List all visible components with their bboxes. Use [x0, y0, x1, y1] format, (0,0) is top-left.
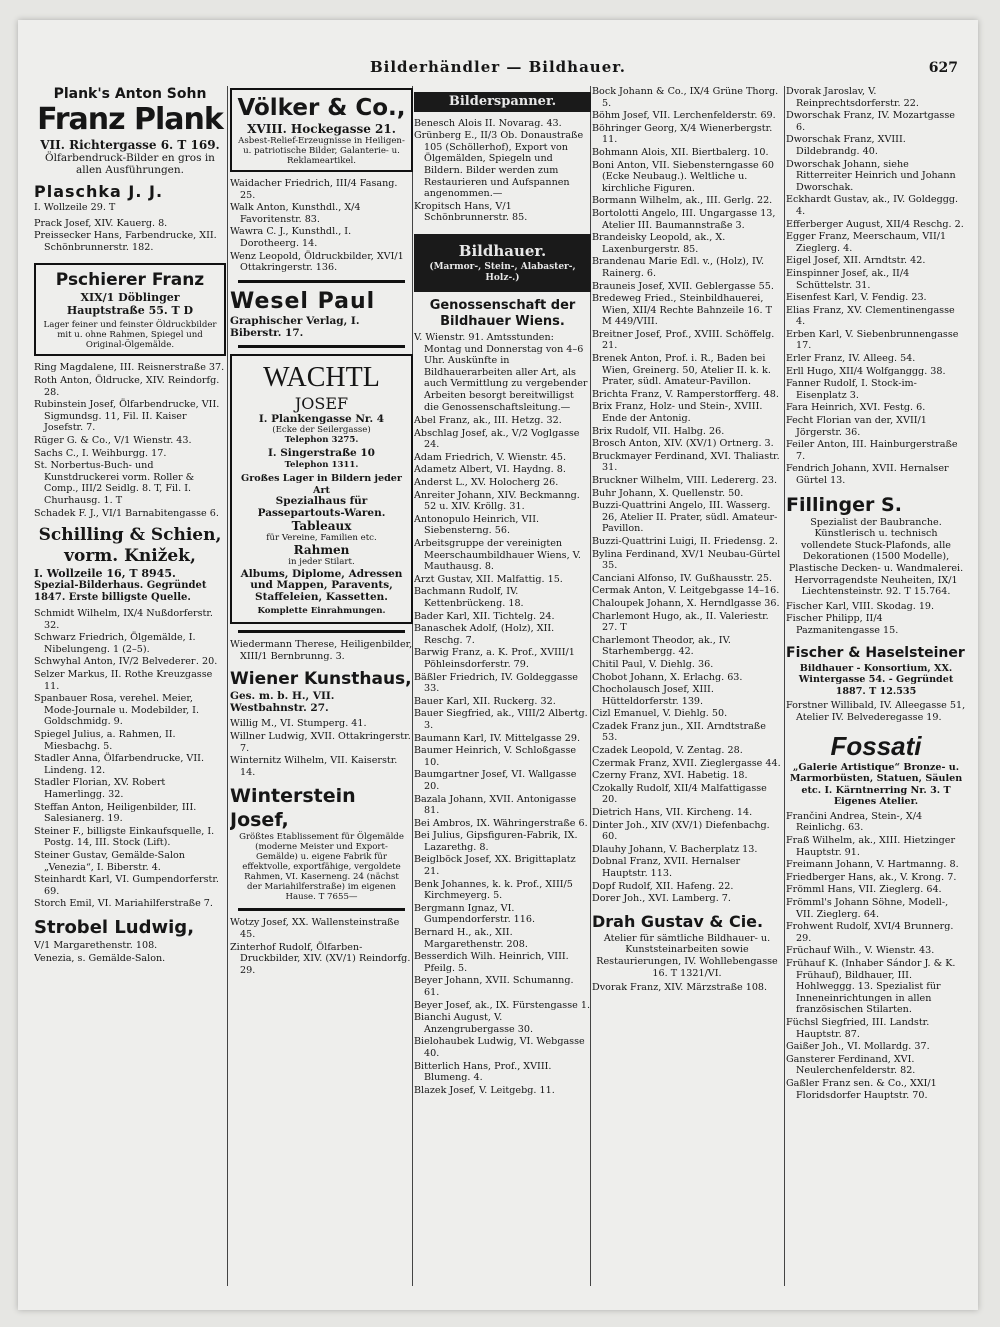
list-item: Bormann Wilhelm, ak., III. Gerlg. 22.: [592, 195, 773, 207]
list-item: Bielohaubek Ludwig, VI. Webgasse 40.: [414, 1036, 585, 1059]
list-item: Czadek Leopold, V. Zentag. 28.: [592, 745, 743, 757]
ad-fillinger-desc: Spezialist der Baubranche. Künstlerisch u. technisch vollendete Stuck-Plafonds, alle Dekorationen (1500 Modelle), Plastische Decken- u. Wandmalerei. Hervorragendste Neuheiten, IX/1 Liechtensteinstr. 92. T 15.764.: [788, 516, 964, 598]
list-item: Dietrich Hans, VII. Kircheng. 14.: [592, 807, 753, 819]
ad-wachtl-addr1b: (Ecke der Seilergasse): [272, 425, 371, 436]
ad-wachtl-l1: Großes Lager in Bildern jeder Art: [241, 472, 402, 496]
list-item: Baumgartner Josef, VI. Wallgasse 20.: [414, 769, 577, 792]
list-item: Spiegel Julius, a. Rahmen, II. Miesbachg. 5.: [34, 729, 176, 752]
list-item: Fischer Philipp, II/4 Pazmanitengasse 15.: [786, 613, 899, 636]
ad-wachtl-addr1: I. Plankengasse Nr. 4: [258, 412, 385, 425]
list-item: Walk Anton, Kunsthdl., X/4 Favoritenstr. 83.: [230, 202, 361, 225]
list-item: Ring Magdalene, III. Reisnerstraße 37.: [34, 362, 225, 374]
list-item: Wiedermann Therese, Heiligenbilder, XIII/1 Bernbrunng. 3.: [230, 639, 413, 662]
list-item: Dlauhy Johann, V. Bacherplatz 13.: [592, 843, 758, 855]
list-item: Dworschak Franz, XVIII. Dildebrandg. 40.: [786, 134, 906, 157]
list-item: Steinhardt Karl, VI. Gumpendorferstr. 69.: [34, 874, 219, 897]
list-item: Brichta Franz, V. Ramperstorfferg. 48.: [592, 388, 779, 400]
list-item: Fanner Rudolf, I. Stock-im-Eisenplatz 3.: [786, 378, 917, 401]
ad-wachtl-tel2: Telephon 1311.: [284, 459, 359, 470]
ad-pschierer: [34, 263, 226, 356]
list-item: Canciani Alfonso, IV. Gußhausstr. 25.: [592, 572, 773, 584]
list-item: Dworschak Franz, IV. Mozartgasse 6.: [786, 110, 955, 133]
list-item: Preissecker Hans, Farbendrucke, XII. Schönbrunnerstr. 182.: [34, 230, 217, 253]
list-item: Bauer Siegfried, ak., VIII/2 Albertg. 3.: [414, 708, 588, 731]
ad-wachtl-l8: Komplette Einrahmungen.: [257, 606, 386, 617]
list-item: Wotzy Josef, XX. Wallensteinstraße 45.: [230, 917, 400, 941]
list-item: Cizl Emanuel, V. Diehlg. 50.: [592, 708, 728, 720]
list-item: Bianchi August, V. Anzengrubergasse 30.: [414, 1012, 534, 1035]
column-divider: [227, 86, 228, 1286]
ad-pschierer-desc: Lager feiner und feinster Öldruckbilder mit u. ohne Rahmen, Spiegel und Original-Ölgemälde.: [43, 320, 217, 351]
ad-plaschka-name: Plaschka J. J.: [34, 182, 164, 201]
list-item: Fraß Wilhelm, ak., XIII. Hietzinger Hauptstr. 91.: [786, 835, 956, 858]
list-item: Stadler Anna, Ölfarbendrucke, VII. Lindeng. 12.: [34, 753, 204, 776]
list-item: Dworschak Johann, siehe Ritterreiter Heinrich und Johann Dworschak.: [786, 158, 956, 193]
ad-pschierer-name: Pschierer Franz: [55, 270, 205, 291]
list-item: Czerny Franz, XVI. Habetig. 18.: [592, 770, 748, 782]
ad-fossati-name: Fossati: [830, 730, 922, 761]
list-item: Schadek F. J., VI/1 Barnabitengasse 6.: [34, 507, 219, 519]
list-item: Steiner Gustav, Gemälde-Salon „Venezia“, I. Biberstr. 4.: [34, 849, 185, 873]
list-item: Brosch Anton, XIV. (XV/1) Ortnerg. 3.: [592, 438, 774, 450]
list-item: Früchauf Wilh., V. Wienstr. 43.: [786, 945, 935, 957]
list-item: Eigel Josef, XII. Arndtstr. 42.: [786, 255, 926, 267]
list-item: Friedberger Hans, ak., V. Krong. 7.: [786, 871, 957, 883]
list-item: Selzer Markus, II. Rothe Kreuzgasse 11.: [34, 669, 213, 692]
list-item: St. Norbertus-Buch- und Kunstdruckerei vorm. Roller & Comp., III/2 Seidlg. 8. T, Fil. I. Churhausg. 1. T: [34, 460, 195, 506]
list-item: Adam Friedrich, V. Wienstr. 45.: [414, 451, 567, 463]
list-item: Abel Franz, ak., III. Hetzg. 32.: [414, 415, 562, 427]
list-item: Bei Julius, Gipsfiguren-Fabrik, IX. Lazarethg. 8.: [414, 830, 578, 853]
column-2: [230, 86, 413, 1290]
ad-plank-desc: Ölfarbendruck-Bilder en gros in allen Ausführungen.: [45, 152, 215, 176]
section-title: Bildhauer.: [458, 241, 547, 260]
page-number: 627: [928, 60, 958, 76]
list-item: Bruckmayer Ferdinand, XVI. Thaliastr. 31.: [592, 450, 780, 474]
ad-strobel-name: Strobel Ludwig,: [34, 916, 195, 938]
list-item: Eisenfest Karl, V. Fendig. 23.: [786, 292, 927, 304]
list-item: Schwarz Friedrich, Ölgemälde, I. Nibelungeng. 1 (2–5).: [34, 632, 196, 655]
list-item: Dinter Joh., XIV (XV/1) Diefenbachg. 60.: [592, 819, 770, 843]
ad-voelker-name: Völker & Co.,: [237, 95, 406, 121]
list-item: Bauer Karl, XII. Ruckerg. 32.: [414, 695, 556, 707]
list-item: Banaschek Adolf, (Holz), XII. Reschg. 7.: [414, 623, 555, 646]
ad-voelker: [230, 88, 413, 172]
list-item: Boni Anton, VII. Siebensterngasse 60 (Ecke Neubaug.). Weltliche u. kirchliche Figuren.: [592, 159, 774, 194]
list-item: Arbeitsgruppe der vereinigten Meerschaumbildhauer Wiens, V. Mauthausg. 8.: [414, 538, 581, 573]
list-item: Beyer Johann, XVII. Schumanng. 61.: [414, 975, 574, 998]
list-item: Antonopulo Heinrich, VII. Siebensterng. 56.: [414, 513, 540, 537]
list-item: Eckhardt Gustav, ak., IV. Goldeggg. 4.: [786, 194, 959, 217]
list-item: Brix Rudolf, VII. Halbg. 26.: [592, 425, 725, 437]
ad-plank-address: VII. Richtergasse 6. T 169.: [40, 138, 220, 152]
list-item: Dopf Rudolf, XII. Hafeng. 22.: [592, 880, 734, 892]
list-item: Böhringer Georg, X/4 Wienerbergstr. 11.: [592, 122, 773, 146]
list-item: Dorer Joh., XVI. Lamberg. 7.: [592, 893, 731, 905]
ad-pschierer-address: XIX/1 Döblinger Hauptstraße 55. T D: [66, 291, 194, 318]
list-item: Anreiter Johann, XIV. Beckmanng. 52 u. XIV. Kröllg. 31.: [414, 489, 580, 513]
list-item: Dvorak Franz, XIV. Märzstraße 108.: [592, 982, 768, 994]
ad-kunsthaus-desc: Ges. m. b. H., VII. Westbahnstr. 27.: [230, 690, 335, 715]
ad-wachtl-l6: in jeder Stilart.: [288, 556, 355, 567]
list-item: Bock Johann & Co., IX/4 Grüne Thorg. 5.: [592, 86, 779, 109]
list-item: Dvorak Jaroslav, V. Reinprechtsdorferstr. 22.: [786, 86, 919, 109]
list-item: Brenek Anton, Prof. i. R., Baden bei Wien, Greinerg. 50, Atelier II. k. k. Prater, südl. Amateur-Pavillon.: [592, 353, 771, 388]
list-item: Roth Anton, Öldrucke, XIV. Reindorfg. 28.: [34, 374, 220, 398]
list-item: Bylina Ferdinand, XV/1 Neubau-Gürtel 35.: [592, 548, 781, 572]
list-item: Charlemont Hugo, ak., II. Valeriestr. 27. T: [592, 610, 769, 634]
list-item: Brix Franz, Holz- und Stein-, XVIII. Ende der Antonig.: [592, 401, 763, 425]
list-item: Frömml's Johann Söhne, Modell-, VII. Zieglerg. 64.: [786, 897, 949, 920]
ad-schilling-name: Schilling & Schien, vorm. Knižek,: [38, 525, 222, 567]
list-item: Brandeisky Leopold, ak., X. Laxenburgerstr. 85.: [592, 232, 726, 255]
ad-fischer-haselsteiner-desc: Bildhauer - Konsortium, XX. Wintergasse 54. - Gegründet 1887. T 12.535: [798, 662, 954, 697]
list-item: Fara Heinrich, XVI. Festg. 6.: [786, 402, 926, 414]
list-item: Willig M., VI. Stumperg. 41.: [230, 718, 367, 730]
list-item: Steffan Anton, Heiligenbilder, III. Salesianerg. 19.: [34, 801, 197, 825]
list-item: Bitterlich Hans, Prof., XVIII. Blumeng. 4.: [414, 1060, 552, 1084]
section-heading-bildhauer: [414, 234, 591, 292]
list-item: Fecht Florian van der, XVII/1 Jörgerstr. 36.: [786, 415, 927, 438]
list-item: Forstner Willibald, IV. Alleegasse 51, Atelier IV. Belvederegasse 19.: [786, 700, 966, 723]
list-item: Beyer Josef, ak., IX. Fürstengasse 1.: [414, 999, 591, 1011]
list-item: Erler Franz, IV. Alleeg. 54.: [786, 353, 916, 365]
list-item: Czermak Franz, XVII. Zieglergasse 44.: [592, 757, 781, 769]
list-item: Venezia, s. Gemälde-Salon.: [34, 952, 166, 964]
list-item: Buzzi-Quattrini Angelo, III. Wasserg. 26, Atelier II. Prater, südl. Amateur-Pavillon.: [592, 500, 778, 535]
ad-plaschka-address: I. Wollzeile 29. T: [34, 202, 116, 213]
ad-kunsthaus-name: Wiener Kunsthaus,: [230, 669, 412, 690]
list-item: Bernard H., ak., XII. Margarethenstr. 208.: [414, 927, 528, 950]
list-item: Efferberger August, XII/4 Reschg. 2.: [786, 218, 964, 230]
list-item: Buhr Johann, X. Quellenstr. 50.: [592, 487, 744, 499]
column-divider: [784, 86, 785, 1286]
list-item: Baumann Karl, IV. Mittelgasse 29.: [414, 732, 580, 744]
ad-wachtl-l4: für Vereine, Familien etc.: [266, 532, 377, 543]
list-item: Baumer Heinrich, V. Schloßgasse 10.: [414, 745, 577, 768]
ad-winterstein-name: Winterstein Josef,: [230, 785, 356, 832]
list-item: Prack Josef, XIV. Kauerg. 8.: [34, 217, 168, 229]
list-item: Zinterhof Rudolf, Ölfarben-Druckbilder, XIV. (XV/1) Reindorfg. 29.: [230, 941, 411, 976]
list-item: Winternitz Wilhelm, VII. Kaiserstr. 14.: [230, 755, 398, 778]
section-subtitle: (Marmor-, Stein-, Alabaster-, Holz-.): [429, 261, 576, 283]
list-item: Barwig Franz, a. K. Prof., XVIII/1 Pöhleinsdorferstr. 79.: [414, 647, 575, 670]
list-item: Buzzi-Quattrini Luigi, II. Friedensg. 2.: [592, 535, 778, 547]
list-item: Füchsl Siegfried, III. Landstr. Hauptstr. 87.: [786, 1016, 930, 1040]
ad-plank-name: Franz Plank: [37, 102, 223, 137]
list-item: Bachmann Rudolf, IV. Kettenbrückeng. 18.: [414, 586, 524, 609]
list-item: Czadek Franz jun., XII. Arndtstraße 53.: [592, 720, 766, 744]
list-item: Sachs C., I. Weihburgg. 17.: [34, 447, 167, 459]
ad-wachtl-l2: Spezialhaus für Passepartouts-Waren.: [257, 495, 386, 519]
list-item: Frančini Andrea, Stein-, X/4 Reinlichg. 63.: [786, 810, 923, 834]
list-item: Beiglböck Josef, XX. Brigittaplatz 21.: [414, 854, 576, 878]
list-item: Schwyhal Anton, IV/2 Belvederег. 20.: [34, 656, 218, 668]
directory-page: [18, 20, 978, 1310]
list-item: Charlemont Theodor, ak., IV. Starhembergg. 42.: [592, 634, 731, 658]
divider-rule: [238, 345, 405, 348]
section-heading-bilderspanner: Bilderspanner.: [414, 92, 591, 112]
list-item: Bredeweg Fried., Steinbildhauerei, Wien, XII/4 Rechte Bahnzeile 16. T M 449/VIII.: [592, 293, 772, 328]
ad-winterstein-desc: Größtes Etablissement für Ölgemälde (moderne Meister und Export-Gemälde) u. eigene Fabrik für effektvolle, exportfähige, vergoldete Rahmen, VI. Kaserneng. 24 (nächst der Mariahilferstraße) im eigenen Hause. T 7655—: [239, 832, 404, 903]
ad-wachtl-name: WACHTL: [263, 361, 380, 393]
list-item: Brauneis Josef, XVII. Geblergasse 55.: [592, 280, 774, 292]
column-4: [592, 86, 782, 1290]
list-item: Anderst L., XV. Holocherg 26.: [414, 477, 559, 489]
list-item: Blazek Josef, V. Leitgebg. 11.: [414, 1084, 555, 1096]
list-item: Wenz Leopold, Öldruckbilder, XVI/1 Ottakringerstr. 136.: [230, 250, 404, 274]
list-item: Böhm Josef, VII. Lerchenfelderstr. 69.: [592, 110, 776, 122]
list-item: Bruckner Wilhelm, VIII. Ledererg. 23.: [592, 475, 778, 486]
list-item: Frühauf K. (Inhaber Sándor J. & K. Frühauf), Bildhauer, III. Hohlweggg. 13. Spezialist für Inneneinrichtungen in allen französischen Stilarten.: [786, 958, 956, 1016]
list-item: Gansterer Ferdinand, XVI. Neulerchenfelderstr. 82.: [786, 1053, 916, 1077]
list-item: Willner Ludwig, XVII. Ottakringerstr. 7.: [230, 731, 411, 754]
list-item: Benk Johannes, k. k. Prof., XIII/5 Kirchmeyerg. 5.: [414, 878, 573, 902]
list-item: Bei Ambros, IX. Währingerstraße 6.: [414, 817, 588, 829]
ad-wachtl-l7: Albums, Diplome, Adressen und Mappen, Paravents, Staffeleien, Kassetten.: [240, 567, 403, 603]
ad-fossati-desc: „Galerie Artistique“ Bronze- u. Marmorbüsten, Statuen, Säulen etc. I. Kärntnerring Nr. 3. T Eigenes Atelier.: [789, 761, 963, 808]
list-item: Rubinstein Josef, Ölfarbendrucke, VII. Sigmundsg. 11, Fil. II. Kaiser Josefstr. 7.: [34, 399, 220, 434]
ad-wachtl-l5: Rahmen: [293, 542, 350, 557]
ad-wesel-name: Wesel Paul: [230, 288, 376, 314]
list-item: Chaloupek Johann, X. Herndlgasse 36.: [592, 597, 780, 609]
list-item: Czokally Rudolf, XII/4 Malfattigasse 20.: [592, 782, 767, 806]
list-item: Bortolotti Angelo, III. Ungargasse 13, Atelier III. Baumannstraße 3.: [592, 207, 776, 231]
list-item: Dobnal Franz, XVII. Hernalser Hauptstr. 113.: [592, 856, 741, 879]
list-item: Chocholausch Josef, XIII. Hütteldorferstr. 139.: [592, 684, 714, 707]
list-item: Egger Franz, Meerschaum, VII/1 Zieglerg. 4.: [786, 231, 947, 254]
ad-wachtl-l3: Tableaux: [291, 519, 352, 534]
running-title: Bilderhändler — Bildhauer.: [369, 58, 626, 76]
list-item: Waidacher Friedrich, III/4 Fasang. 25.: [230, 178, 398, 201]
list-item: Chitil Paul, V. Diehlg. 36.: [592, 658, 714, 670]
list-item: Einspinner Josef, ak., II/4 Schüttelstr. 31.: [786, 267, 910, 291]
list-item: Schmidt Wilhelm, IX/4 Nußdorferstr. 32.: [34, 608, 213, 631]
list-item: Arzt Gustav, XII. Malfattig. 15.: [414, 573, 563, 585]
list-item: Gaßler Franz sen. & Co., XXI/1 Floridsdorfer Hauptstr. 70.: [786, 1077, 937, 1101]
list-item: Frohwent Rudolf, XVI/4 Brunnerg. 29.: [786, 921, 954, 944]
ad-wesel-desc: Graphischer Verlag, I. Biberstr. 17.: [230, 314, 360, 339]
column-1: [34, 86, 226, 1290]
ad-schilling-address: I. Wollzeile 16, T 8945.: [34, 567, 176, 581]
list-item: Spanbauer Rosa, verehel. Meier, Mode-Journale u. Modebilder, I. Goldschmidg. 9.: [34, 693, 200, 728]
list-item: Wawra C. J., Kunsthdl., I. Dorotheerg. 14.: [230, 226, 352, 249]
list-item: Cermak Anton, V. Leitgebgasse 14–16.: [592, 585, 780, 597]
column-3: [414, 86, 591, 1290]
list-item: Fendrich Johann, XVII. Hernalser Gürtel 13.: [786, 463, 949, 486]
list-item: Feiler Anton, III. Hainburgerstraße 7.: [786, 439, 958, 462]
list-item: Breitner Josef, Prof., XVIII. Schöffelg. 21.: [592, 328, 775, 352]
list-item: Brandenau Marie Edl. v., (Holz), IV. Rainerg. 6.: [592, 256, 765, 279]
ad-schilling-desc: Spezial-Bilderhaus. Gegründet 1847. Erste billigste Quelle.: [34, 580, 207, 604]
ad-fischer-haselsteiner-name: Fischer & Haselsteiner: [786, 644, 965, 661]
ad-wachtl-tel1: Telephon 3275.: [284, 435, 359, 446]
ad-wachtl: [230, 354, 413, 625]
ad-drah-desc: Atelier für sämtliche Bildhauer- u. Kunststeinarbeiten sowie Restaurierungen, IV. Wohllebengasse 16. T 1321/VI.: [596, 932, 778, 979]
list-item: Gaißer Joh., VI. Mollardg. 37.: [786, 1041, 930, 1053]
list-item: Bohmann Alois, XII. Biertbalerg. 10.: [592, 146, 769, 158]
divider-rule: [238, 630, 405, 633]
list-item: Kropitsch Hans, V/1 Schönbrunnerstr. 85.: [414, 200, 528, 224]
list-item: Abschlag Josef, ak., V/2 Voglgasse 24.: [414, 427, 580, 451]
divider-rule: [238, 280, 405, 283]
ad-fillinger-name: Fillinger S.: [786, 493, 902, 516]
ad-voelker-address: XVIII. Hockegasse 21.: [247, 122, 396, 136]
list-item: Bergmann Ignaz, VI. Gumpendorferstr. 116.: [414, 902, 536, 926]
list-item: Bader Karl, XII. Tichtelg. 24.: [414, 610, 555, 622]
ad-plank-line1: Plank's Anton Sohn: [53, 86, 207, 102]
list-item: Freimann Johann, V. Hartmanng. 8.: [786, 859, 959, 871]
list-item: Bazala Johann, XVII. Antonigasse 81.: [414, 793, 577, 817]
ad-wachtl-first: JOSEF: [294, 393, 349, 413]
list-item: Storch Emil, VI. Mariahilferstraße 7.: [34, 898, 213, 910]
list-item: Besserdich Wilh. Heinrich, VIII. Pfeilg. 5.: [414, 951, 569, 974]
list-item: Erben Karl, V. Siebenbrunnengasse 17.: [786, 328, 959, 352]
list-item: Benesch Alois II. Novarag. 43.: [414, 117, 562, 129]
ad-genossenschaft-name: Genossenschaft der Bildhauer Wiens.: [429, 297, 576, 329]
ad-drah-name: Drah Gustav & Cie.: [592, 911, 764, 931]
list-item: Steiner F., billigste Einkaufsquelle, I. Postg. 14, III. Stock (Lift).: [34, 825, 215, 849]
list-item: Chobot Johann, X. Erlachg. 63.: [592, 671, 743, 683]
list-item: Stadler Florian, XV. Robert Hamerlingg. 32.: [34, 777, 166, 800]
list-item: Bäßler Friedrich, IV. Goldeggasse 33.: [414, 671, 578, 695]
list-item: Adametz Albert, VI. Haydng. 8.: [414, 464, 566, 476]
ad-genossenschaft-desc: V. Wienstr. 91. Amtsstunden: Montag und Donnerstag von 4–6 Uhr. Auskünfte in Bildhauerarbeiten aller Art, als auch Vermittlung zu vergebender Arbeiten besorgt bereitwilligst die Genossenschaftsleitung.—: [414, 331, 588, 413]
ad-strobel-address: V/1 Margarethenstr. 108.: [34, 939, 158, 951]
list-item: Frömml Hans, VII. Zieglerg. 64.: [786, 884, 942, 896]
column-5: [786, 86, 966, 1290]
list-item: Elias Franz, XV. Clementinengasse 4.: [786, 304, 955, 328]
list-item: Fischer Karl, VIII. Skodag. 19.: [786, 600, 935, 612]
list-item: Grünberg E., II/3 Ob. Donaustraße 105 (Schöllerhof), Export von Ölgemälden, Spiegeln und Bildern. Bilder werden zum Restaurieren und Aufspannen angenommen.—: [414, 130, 584, 200]
divider-rule: [238, 908, 405, 911]
list-item: Rüger G. & Co., V/1 Wienstr. 43.: [34, 434, 192, 446]
ad-voelker-desc: Asbest-Relief-Erzeugnisse in Heiligen- u. patriotische Bilder, Galanterie- u. Reklameartikel.: [238, 136, 405, 166]
list-item: Erll Hugo, XII/4 Wolfganggg. 38.: [786, 365, 946, 377]
ad-wachtl-addr2: I. Singerstraße 10: [267, 447, 375, 460]
